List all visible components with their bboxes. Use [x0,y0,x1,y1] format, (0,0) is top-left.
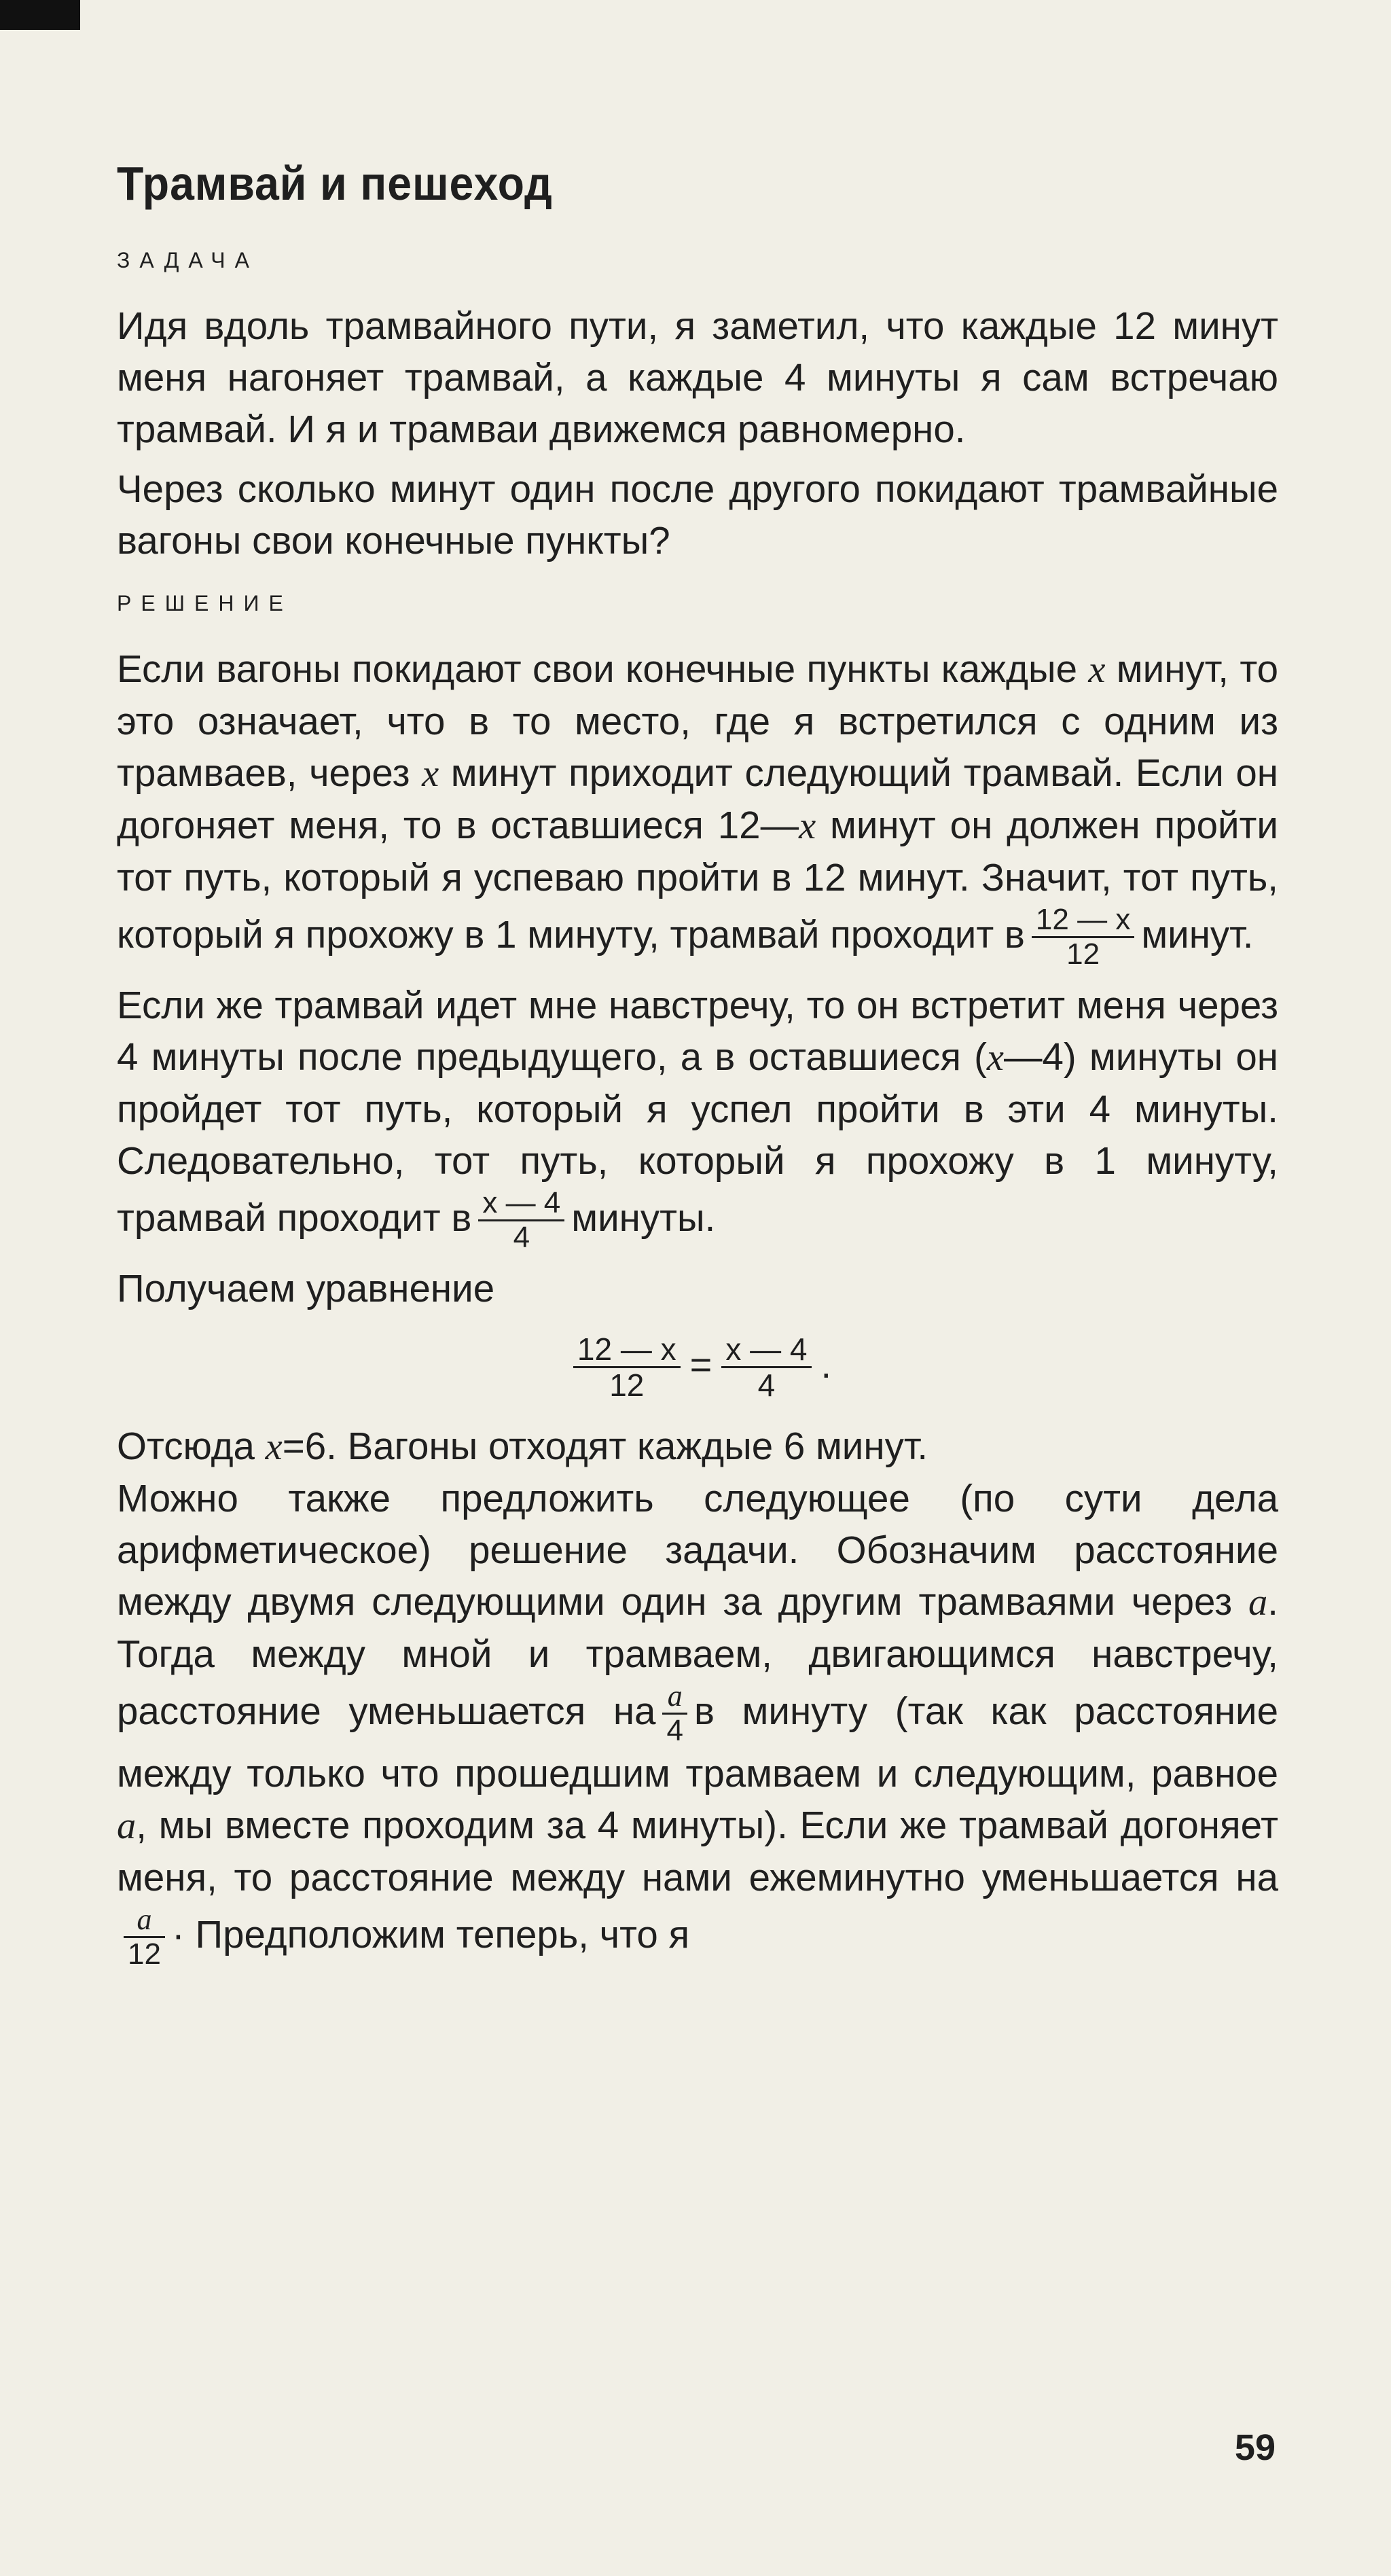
fraction [124,1903,165,1971]
fraction [1032,904,1134,971]
variable-a: a [117,1804,137,1847]
solution-paragraph-5 [117,1473,1278,1971]
solution-label: РЕШЕНИЕ [117,591,293,615]
fraction-numerator: 12 — x [1032,904,1134,938]
fraction-numerator: x — 4 [721,1332,811,1369]
task-label: ЗАДАЧА [117,248,259,272]
solution-paragraph-3: Получаем уравнение [117,1266,495,1310]
fraction [662,1680,687,1748]
equation [117,1332,1278,1403]
text-run: · Предположим теперь, что я [171,1912,690,1956]
text-run: минут. [1141,912,1254,956]
book-page [117,158,1278,1971]
text-run: Если вагоны покидают свои конечные пункты каждые [117,647,1089,690]
text-run: минут он должен пройти тот путь, который я успеваю пройти в 12 минут. Значит, тот путь, который я прохожу в 1 минуту, трамвай проходит в [117,804,1278,956]
fraction [478,1187,564,1255]
equation-right-fraction [721,1332,811,1403]
fraction-numerator: 12 — x [573,1332,681,1369]
solution-paragraph-1 [117,643,1278,971]
solution-paragraph-2 [117,980,1278,1255]
page-title: Трамвай и пешеход [117,157,553,210]
task-paragraph-1: Идя вдоль трамвайного пути, я заметил, что каждые 12 минут меня нагоняет трамвай, а каждые 4 минуты я сам встречаю трамвай. И я и трамваи движемся равномерно. [117,304,1278,450]
page-number: 59 [1234,2427,1276,2468]
variable-x: x [1088,649,1106,691]
text-run: Отсюда [117,1424,266,1467]
equation-left-fraction [573,1332,681,1403]
scan-corner-mark [0,0,80,30]
variable-x: x [799,805,816,847]
text-run: Можно также предложить следующее (по сути дела арифметическое) решение задачи. Обозначим расстояние между двумя следующими один за другим трамваями через [117,1476,1278,1623]
fraction-denominator: 4 [666,1714,683,1748]
task-paragraph-2: Через сколько минут один после другого покидают трамвайные вагоны свои конечные пункты? [117,467,1278,562]
fraction-numerator: a [662,1680,687,1715]
fraction-denominator: 12 [1066,937,1100,971]
text-run: минуты. [571,1196,716,1239]
solution-paragraph-4 [117,1420,1278,1473]
text-run: Если же трамвай идет мне навстречу, то он встретит меня через 4 минуты после предыдущего, а в оставшиеся ( [117,983,1278,1078]
fraction-denominator: 12 [609,1367,645,1403]
text-run: минут, то это означает, что в то место, где я встретился с одним из трамваев, через [117,647,1279,794]
fraction-denominator: 4 [513,1221,530,1255]
variable-x: x [422,753,439,795]
variable-a: a [1248,1581,1268,1624]
fraction-numerator: x — 4 [478,1187,564,1221]
text-run: —4) минуты он пройдет тот путь, который я успел пройти в эти 4 минуты. Следовательно, тот путь, который я прохожу в 1 минуту, трамвай проходит в [117,1035,1278,1239]
fraction-denominator: 4 [757,1367,776,1403]
text-run: =6. Вагоны отходят каждые 6 минут. [282,1424,928,1467]
variable-x: x [986,1036,1004,1079]
text-run: . Тогда между мной и трамваем, двигающимся навстречу, расстояние уменьшается на [117,1579,1278,1732]
text-run: минут приходит следующий трамвай. Если он догоняет меня, то в оставшиеся 12— [117,751,1278,846]
equation-period: . [820,1342,832,1386]
fraction-denominator: 12 [128,1937,161,1971]
variable-x: x [265,1425,283,1468]
fraction-numerator: a [124,1903,165,1938]
text-run: , мы вместе проходим за 4 минуты). Если же трамвай догоняет меня, то расстояние между нами ежеминутно уменьшается на [117,1803,1278,1899]
equals-sign: = [689,1342,712,1386]
text-run: в минуту (так как расстояние между только что прошедшим трамваем и следующим, равное [117,1689,1279,1795]
